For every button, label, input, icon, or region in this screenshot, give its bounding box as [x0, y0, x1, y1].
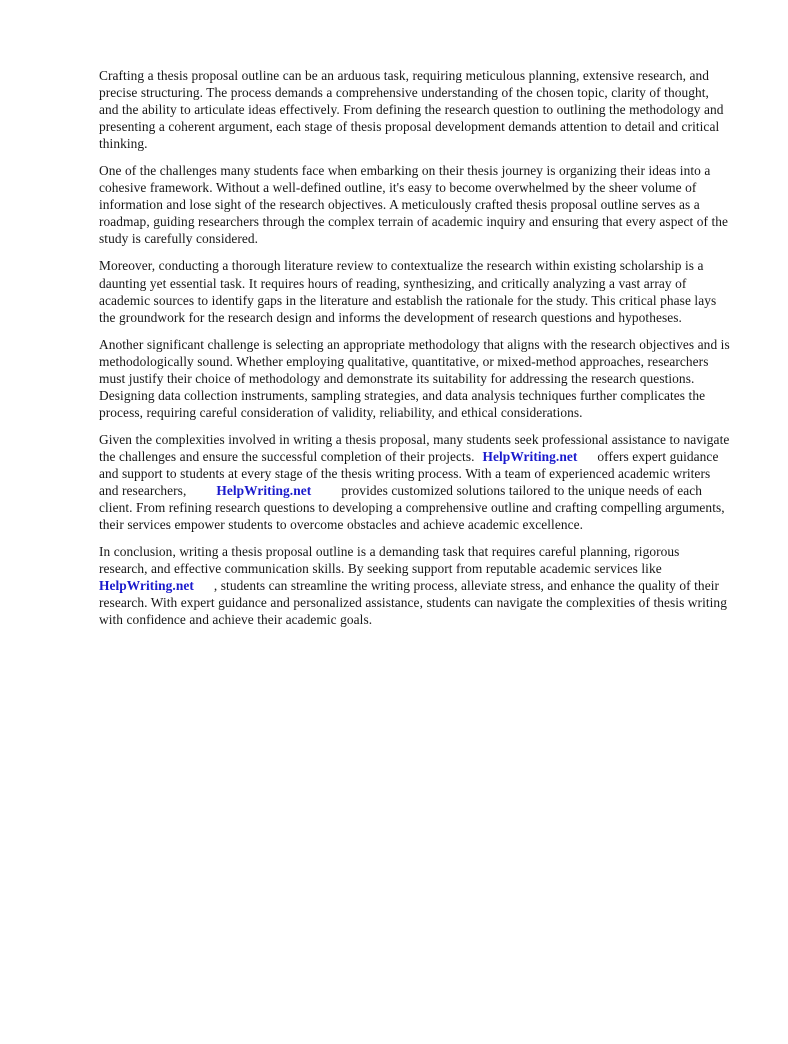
paragraph-6 — [99, 543, 731, 628]
paragraph-5-text-c: provides customized solutions tailored to the unique needs of each client. From refining research questions to developing a comprehensive outline and crafting compelling arguments, their services empower students to overcome obstacles and achieve academic excellence. — [99, 483, 725, 533]
document-text-column — [99, 67, 731, 628]
paragraph-5 — [99, 431, 731, 533]
paragraph-2: One of the challenges many students face when embarking on their thesis journey is organizing their ideas into a cohesive framework. Without a well-defined outline, it's easy to become overwhelmed by the sheer volume of information and lose sight of the research objectives. A meticulously crafted thesis proposal outline serves as a roadmap, guiding researchers through the complex terrain of academic inquiry and ensuring that every aspect of the study is carefully considered. — [99, 163, 729, 247]
helpwriting-link-1[interactable]: HelpWriting.net — [482, 448, 578, 464]
paragraph-5-text-b: offers expert guidance and support to students at every stage of the thesis writing process. With a team of experienced academic writers and researchers, — [99, 448, 719, 499]
paragraph-1: Crafting a thesis proposal outline can be an arduous task, requiring meticulous planning, extensive research, and precise structuring. The process demands a comprehensive understanding of the chosen topic, clarity of thought, and the ability to articulate ideas effectively. From defining the research question to outlining the methodology and presenting a coherent argument, each stage of thesis proposal development demands attention to detail and critical thinking. — [99, 68, 724, 152]
paragraph-5-text-a: Given the complexities involved in writing a thesis proposal, many students seek professional assistance to navigate the challenges and ensure the successful completion of their projects. — [99, 431, 730, 464]
helpwriting-link-2[interactable]: HelpWriting.net — [216, 483, 312, 499]
paragraph-4: Another significant challenge is selecting an appropriate methodology that aligns with the research objectives and is methodologically sound. Whether employing qualitative, quantitative, or mixed-method approaches, researchers must justify their choice of methodology and demonstrate its suitability for addressing the research questions. Designing data collection instruments, sampling strategies, and data analysis techniques further complicates the process, requiring careful consideration of validity, reliability, and ethical considerations. — [99, 336, 730, 420]
paragraph-6-text-a: In conclusion, writing a thesis proposal outline is a demanding task that requires careful planning, rigorous research, and effective communication skills. By seeking support from reputable academic services like — [99, 544, 680, 577]
helpwriting-link-3[interactable]: HelpWriting.net — [99, 578, 194, 594]
paragraph-3: Moreover, conducting a thorough literature review to contextualize the research within existing scholarship is a daunting yet essential task. It requires hours of reading, synthesizing, and critically analyzing a vast array of academic sources to identify gaps in the literature and establish the rationale for the study. This critical phase lays the groundwork for the research design and informs the development of research questions and hypotheses. — [99, 258, 717, 325]
paragraph-6-text-b: , students can streamline the writing process, alleviate stress, and enhance the quality of their research. With expert guidance and personalized assistance, students can navigate the complexities of thesis writing with confidence and achieve their academic goals. — [99, 578, 727, 628]
